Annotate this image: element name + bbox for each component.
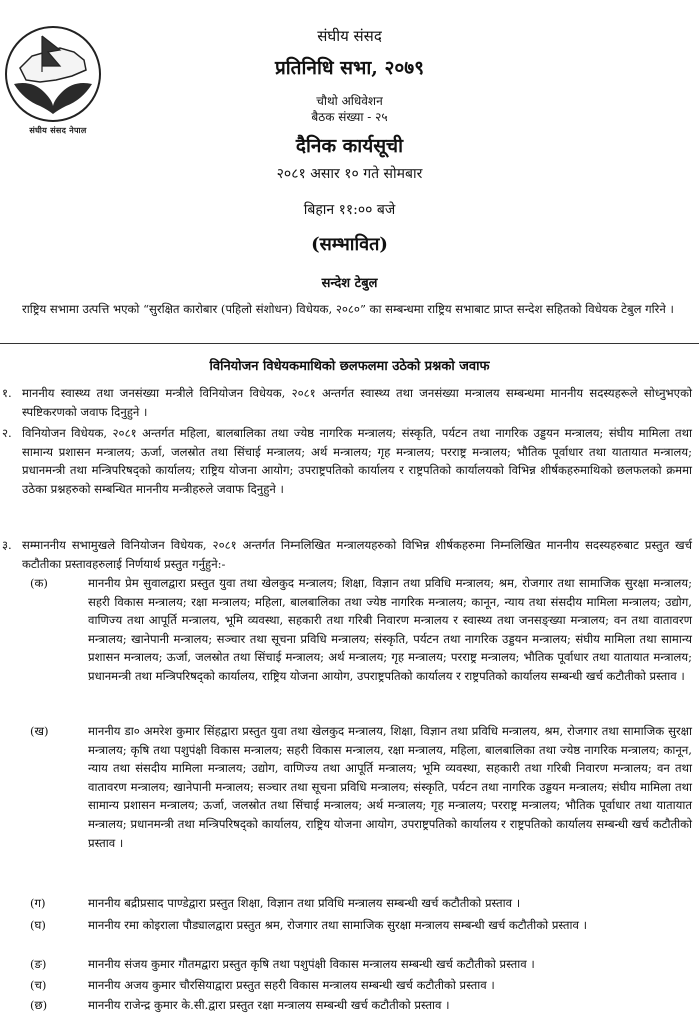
- qa-section-title: विनियोजन विधेयकमाथिको छलफलमा उठेको प्रश्नको जवाफ: [209, 359, 490, 374]
- subitem-ka: माननीय प्रेम सुवालद्वारा प्रस्तुत युवा तथा खेलकुद मन्त्रालय; शिक्षा, विज्ञान तथा प्रविधि मन्त्रालय; श्रम, रोजगार तथा सामाजिक सुरक्षा मन्त्रालय; सहरी विकास मन्त्रालय; रक्षा मन्त्रालय; महिला, बालबालिका तथा ज्येष्ठ नागरिक मन्त्रालय; कानून, न्याय तथा संसदीय मामिला मन्त्रालय; उद्योग, वाणिज्य तथा आपूर्ति मन्त्रालय, भूमि व्यवस्था, सहकारी तथा गरिबी निवारण मन्त्रालय र स्वास्थ्य तथा जनसङ्ख्या मन्त्रालय; वन तथा वातावरण मन्त्रालय; खानेपानी मन्त्रालय; सञ्चार तथा सूचना प्रविधि मन्त्रालय; संस्कृति, पर्यटन तथा नागरिक उड्डयन मन्त्रालय; संघीय मामिला तथा सामान्य प्रशासन मन्त्रालय; ऊर्जा, जलस्रोत तथा सिंचाई मन्त्रालय; अर्थ मन्त्रालय; गृह मन्त्रालय; परराष्ट्र मन्त्रालय; भौतिक पूर्वाधार तथा यातायात मन्त्रालय; प्रधानमन्त्री तथा मन्त्रिपरिषद्को कार्यालय, राष्ट्रिय योजना आयोग, उपराष्ट्रपतिको कार्यालय र राष्ट्रपतिको कार्यालय सम्बन्धी खर्च कटौतीको प्रस्ताव ।: [88, 576, 692, 683]
- subitem-label: (ग): [30, 896, 46, 910]
- agenda-status: (सम्भावित): [311, 234, 388, 255]
- item-number: १.: [2, 386, 12, 400]
- message-section-title: सन्देश टेबुल: [321, 276, 378, 291]
- parliament-name: संघीय संसद: [317, 27, 382, 45]
- agenda-date: २०८१ असार १० गते सोमबार: [276, 166, 423, 182]
- subitem-label: (क): [30, 576, 48, 590]
- subitem-cha: माननीय अजय कुमार चौरसियाद्वारा प्रस्तुत सहरी विकास मन्त्रालय सम्बन्धी खर्च कटौतीको प्रस्ताव ।: [88, 978, 495, 992]
- qa-item-2: विनियोजन विधेयक, २०८१ अन्तर्गत महिला, बालबालिका तथा ज्येष्ठ नागरिक मन्त्रालय; संस्कृति, पर्यटन तथा नागरिक उड्डयन मन्त्रालय; संघीय मामिला तथा सामान्य प्रशासन मन्त्रालय; ऊर्जा, जलस्रोत तथा सिंचाई मन्त्रालय; अर्थ मन्त्रालय; गृह मन्त्रालय; परराष्ट्र मन्त्रालय; भौतिक पूर्वाधार तथा यातायात मन्त्रालय; प्रधानमन्त्री तथा मन्त्रिपरिषद्को कार्यालय; राष्ट्रिय योजना आयोग; उपराष्ट्रपतिको कार्यालय र राष्ट्रपतिको कार्यालयको विभिन्न शीर्षकहरुमाथिको छलफलको क्रममा उठेका प्रश्नहरुको सम्बन्धित माननीय मन्त्रीहरुले जवाफ दिनुहुने ।: [22, 426, 692, 496]
- house-title: प्रतिनिधि सभा, २०७९: [274, 57, 425, 79]
- subitem-gha: माननीय रमा कोइराला पौड्यालद्वारा प्रस्तुत श्रम, रोजगार तथा सामाजिक सुरक्षा मन्त्रालय सम्बन्धी खर्च कटौतीको प्रस्ताव ।: [88, 918, 588, 932]
- qa-item-1: माननीय स्वास्थ्य तथा जनसंख्या मन्त्रीले विनियोजन विधेयक, २०८१ अन्तर्गत स्वास्थ्य तथा जनसंख्या मन्त्रालय सम्बन्धमा माननीय सदस्यहरूले सोध्नुभएको स्पष्टिकरणको जवाफ दिनुहुने ।: [22, 386, 692, 419]
- session-label: चौथो अधिवेशन: [316, 94, 383, 108]
- agenda-time: बिहान ११:०० बजे: [303, 202, 396, 218]
- subitem-label: (च): [30, 978, 47, 992]
- subitem-label: (ङ): [30, 957, 47, 971]
- subitem-chha: माननीय राजेन्द्र कुमार के.सी.द्वारा प्रस्तुत रक्षा मन्त्रालय सम्बन्धी खर्च कटौतीको प्रस्ताव ।: [88, 998, 450, 1012]
- item-number: २.: [2, 426, 12, 440]
- page-title: दैनिक कार्यसूची: [295, 135, 404, 157]
- subitem-label: (घ): [30, 918, 46, 932]
- subitem-ga: माननीय बद्रीप्रसाद पाण्डेद्वारा प्रस्तुत शिक्षा, विज्ञान तथा प्रविधि मन्त्रालय सम्बन्धी खर्च कटौतीको प्रस्ताव ।: [88, 896, 521, 910]
- subitem-nga: माननीय संजय कुमार गौतमद्वारा प्रस्तुत कृषि तथा पशुपंक्षी विकास मन्त्रालय सम्बन्धी खर्च कटौतीको प्रस्ताव ।: [88, 957, 535, 971]
- qa-item-3: सम्माननीय सभामुखले विनियोजन विधेयक, २०८१ अन्तर्गत निम्नलिखित मन्त्रालयहरुको विभिन्न शीर्षकहरुमा निम्नलिखित माननीय सदस्यहरुबाट प्रस्तुत खर्च कटौतीका प्रस्तावहरुलाई निर्णयार्थ प्रस्तुत गर्नुहुने:-: [22, 538, 692, 571]
- meeting-number: बैठक संख्या - २५: [311, 110, 388, 124]
- subitem-label: (छ): [30, 998, 48, 1012]
- subitem-label: (ख): [30, 724, 49, 738]
- item-number: ३.: [2, 538, 12, 552]
- subitem-kha: माननीय डा० अमरेश कुमार सिंहद्वारा प्रस्तुत युवा तथा खेलकुद मन्त्रालय, शिक्षा, विज्ञान तथा प्रविधि मन्त्रालय, श्रम, रोजगार तथा सामाजिक सुरक्षा मन्त्रालय; कृषि तथा पशुपंक्षी विकास मन्त्रालय; सहरी विकास मन्त्रालय, रक्षा मन्त्रालय, महिला, बालबालिका तथा ज्येष्ठ नागरिक मन्त्रालय; कानून, न्याय तथा संसदीय मामिला मन्त्रालय; उद्योग, वाणिज्य तथा आपूर्ति मन्त्रालय; भूमि व्यवस्था, सहकारी तथा गरिबी निवारण मन्त्रालय; वन तथा वातावरण मन्त्रालय; खानेपानी मन्त्रालय; सञ्चार तथा सूचना प्रविधि मन्त्रालय; संस्कृति, पर्यटन तथा नागरिक उड्डयन मन्त्रालय; संघीय मामिला तथा सामान्य प्रशासन मन्त्रालय; ऊर्जा, जलस्रोत तथा सिंचाई मन्त्रालय; अर्थ मन्त्रालय; गृह मन्त्रालय; परराष्ट्र मन्त्रालय; भौतिक पूर्वाधार तथा यातायात मन्त्रालय; प्रधानमन्त्री तथा मन्त्रिपरिषद्को कार्यालय, राष्ट्रिय योजना आयोग, उपराष्ट्रपतिको कार्यालय र राष्ट्रपतिको कार्यालय सम्बन्धी खर्च कटौतीको प्रस्ताव ।: [88, 724, 692, 850]
- logo-caption: संघीय संसद नेपाल: [29, 126, 87, 135]
- message-section-body: राष्ट्रिय सभामा उत्पत्ति भएको “सुरक्षित कारोबार (पहिलो संशोधन) विधेयक, २०८०” का सम्बन्धमा राष्ट्रिय सभाबाट प्राप्त सन्देश सहितको विधेयक टेबुल गरिने ।: [22, 302, 674, 316]
- section-divider: [0, 343, 699, 344]
